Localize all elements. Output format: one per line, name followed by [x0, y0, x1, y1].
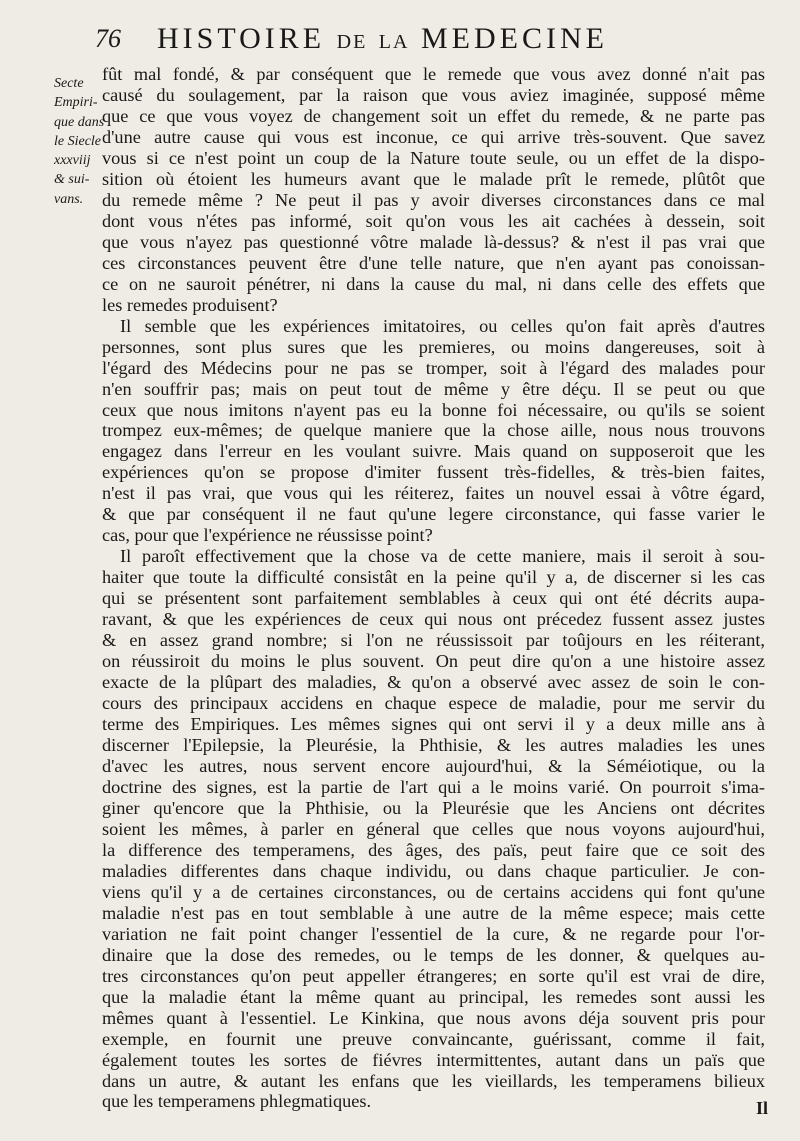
text-line: l'égard des Médecins pour ne pas se tromper, soit à l'égard des malades pour	[102, 357, 765, 378]
text-line: d'une autre cause qui vous est inconue, ce qui arrive très-souvent. Que savez	[102, 126, 765, 147]
text-line: haiter que toute la difficulté consistât en la peine qu'il y a, de discerner si les cas	[102, 567, 765, 588]
text-line: causé du soulagement, par la raison que vous aviez imaginée, supposé même	[102, 84, 765, 105]
text-line: sition où étoient les humeurs avant que le malade prît le remede, plûtôt que	[102, 168, 765, 189]
text-line: & en assez grand nombre; si l'on ne réussissoit par toûjours en les réiterant,	[102, 630, 765, 651]
text-line: exacte de la plûpart des maladies, & qu'on a observé avec assez de soin le con-	[102, 672, 765, 693]
text-line: soient les mêmes, à parler en géneral que celles que nous voyons aujourd'hui,	[102, 818, 765, 839]
text-line: fût mal fondé, & par conséquent que le remede que vous avez donné n'ait pas	[102, 64, 765, 84]
running-title	[157, 22, 608, 56]
title-word-medecine: MEDECINE	[420, 22, 608, 55]
text-line: personnes, sont plus sures que les premieres, ou moins dangereuses, soit à	[102, 336, 765, 357]
text-line: dans un autre, & autant les enfans que les vieillards, les temperamens bilieux	[102, 1070, 765, 1091]
text-line: discerner l'Epilepsie, la Pleurésie, la Phthisie, & les autres maladies les unes	[102, 735, 765, 755]
text-line: on réussiroit du moins le plus souvent. On peut dire qu'on a une histoire assez	[102, 651, 765, 672]
text-line: maladies differentes dans chaque individu, ou dans chaque particulier. Je con-	[102, 860, 765, 881]
margin-note-line: que dans	[54, 114, 105, 130]
text-line: Il semble que les expériences imitatoires, ou celles qu'on fait après d'autres	[120, 315, 765, 336]
text-line: dont vous n'étes pas informé, soit qu'on vous les ait cachées à dessein, soit	[102, 210, 765, 231]
text-line: que vous n'ayez pas questionné vôtre malade là-dessus? & n'est il pas vrai que	[102, 231, 765, 252]
text-line: engagez dans l'erreur en les voulant suivre. Mais quand on supposeroit que les	[102, 441, 765, 462]
text-line: giner qu'encore que la Phthisie, ou la Pleurésie que les Anciens ont décrites	[102, 797, 765, 818]
signature-mark: Il	[755, 1098, 768, 1118]
margin-note-line: & sui-	[54, 172, 90, 188]
text-line: que les temperamens phlegmatiques.	[102, 1091, 372, 1112]
margin-note-line: Secte	[54, 76, 84, 91]
text-line: mêmes quant à l'essentiel. Le Kinkina, que nous avons déja souvent pris pour	[102, 1007, 765, 1028]
text-line: n'est il pas vrai, que vous qui les réiterez, faites un nouvel essai à vôtre égard,	[102, 483, 765, 504]
margin-note-line: le Siecle	[54, 133, 102, 149]
title-word-histoire: HISTOIRE	[157, 22, 326, 55]
text-line: expériences qu'on se propose d'imiter fussent très-fidelles, & très-bien faites,	[102, 462, 765, 483]
text-line: & que par conséquent il ne faut qu'une legere circonstance, qui fasse varier le	[102, 504, 765, 525]
text-line: trompez eux-mêmes; de quelque maniere que la chose aille, nous nous trouvons	[102, 420, 765, 441]
text-line: tres circonstances qu'on peut appeller étrangeres; en sorte qu'il est vrai de dire,	[102, 965, 765, 986]
text-line: maladie n'est pas en tout semblable à une autre de la même espece; mais cette	[102, 902, 765, 923]
text-line: ceux que nous imitons n'ayent pas eu la bonne foi nécessaire, ou qu'ils se soient	[102, 399, 765, 420]
text-line: exemple, en fournit une preuve convaincante, guérissant, comme il fait,	[102, 1028, 765, 1049]
text-line: viens qu'il y a de certaines circonstances, ou de certains accidens qui font qu'une	[102, 881, 765, 902]
text-line: variation ne fait point changer l'essentiel de la cure, & ne regarde pour l'or-	[102, 923, 765, 944]
text-line: vous si ce n'est point un coup de la Nature toute seule, ou un effet de la dispo-	[102, 147, 765, 168]
title-word-de: DE	[336, 31, 368, 53]
text-line: les remedes produisent?	[102, 294, 278, 315]
margin-note-line: xxxviij	[54, 153, 91, 169]
text-line: doctrine des signes, est la partie de l'art qui a le moins varié. On pourroit s'ima-	[102, 776, 765, 797]
text-line: également toutes les sortes de fiévres intermittentes, autant dans un païs que	[102, 1049, 765, 1070]
text-line: ces circonstances peuvent être d'une telle nature, que n'en ayant pas conoissan-	[102, 252, 765, 273]
text-line: dinaire que la dose des remedes, ou le temps de les donner, & quelques au-	[102, 944, 765, 965]
text-line: cas, pour que l'expérience ne réussisse point?	[102, 525, 433, 546]
text-line: d'avec les autres, nous servent encore aujourd'hui, & la Séméiotique, ou la	[102, 755, 765, 776]
text-line: que la maladie étant la même quant au principal, les remedes sont aussi les	[102, 986, 765, 1007]
margin-note-line: Empiri-	[54, 95, 98, 111]
body-text	[102, 64, 765, 1112]
page-number: 76	[95, 24, 121, 53]
running-header	[95, 20, 705, 56]
text-line: terme des Empiriques. Les mêmes signes qui ont servi il y a deux mille ans à	[102, 714, 765, 735]
text-line: que ce que vous voyez de changement soit un effet du remede, & ne parte pas	[102, 105, 765, 126]
text-line: Il paroît effectivement que la chose va de cette maniere, mais il seroit à sou-	[120, 546, 765, 567]
title-word-la: LA	[378, 31, 410, 53]
margin-note	[54, 74, 105, 209]
text-line: n'en souffrir pas; mais on peut tout de même y être déçu. Il se peut ou que	[102, 378, 765, 399]
text-line: cours des principaux accidens en chaque espece de maladie, pour me servir du	[102, 693, 765, 714]
text-line: ce on ne sauroit pénétrer, ni dans la cause du mal, ni dans celle des effets que	[102, 273, 765, 294]
margin-note-line: vans.	[54, 191, 84, 207]
text-line: qui se présentent sont parfaitement semblables à ceux qui ont été décrits aupa-	[102, 588, 765, 609]
text-line: la difference des temperamens, des âges, des païs, peut faire que ce soit des	[102, 839, 765, 860]
text-line: ravant, & que les expériences de ceux qui nous ont précedez fussent assez justes	[102, 609, 765, 630]
text-line: du remede même ? Ne peut il pas y avoir diverses circonstances dans ce mal	[102, 189, 765, 210]
